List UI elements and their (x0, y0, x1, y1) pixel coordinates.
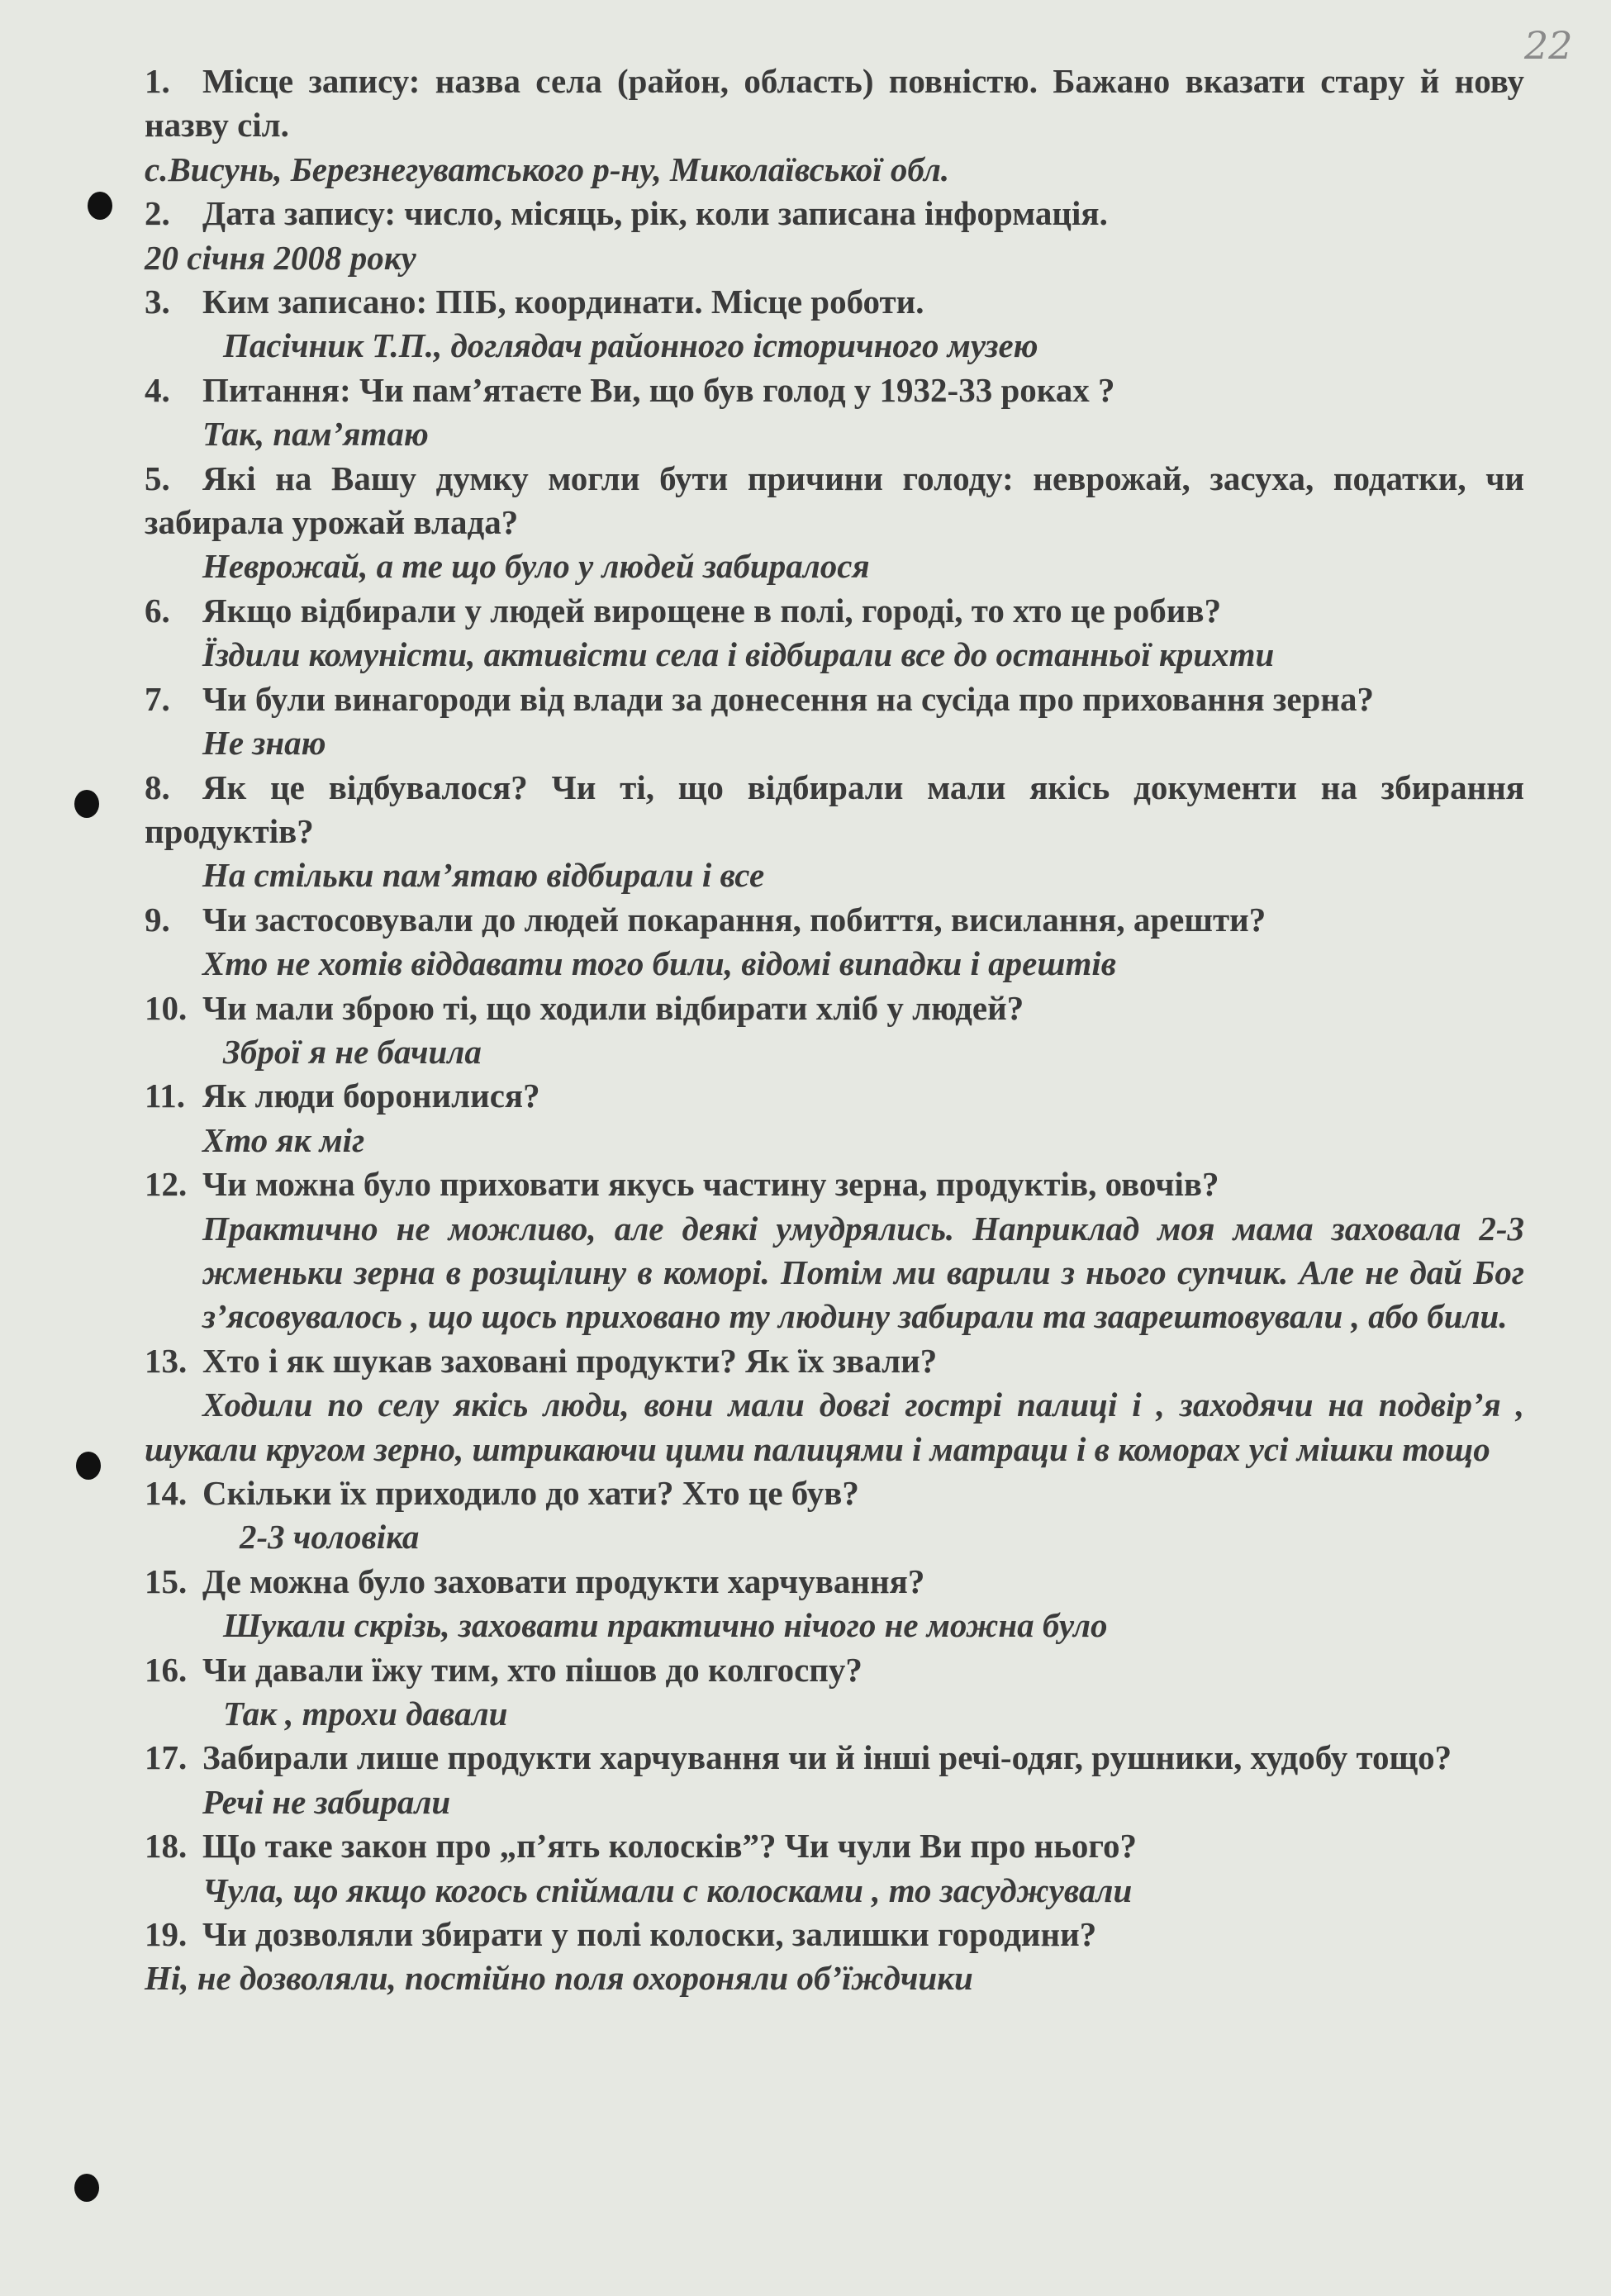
question-number: 6. (145, 591, 170, 630)
question-text: Хто і як шукав заховані продукти? Як їх звали? (202, 1341, 938, 1380)
question-item (145, 457, 1524, 589)
question-number: 19. (145, 1915, 188, 1954)
question-item (145, 677, 1524, 766)
question-item (145, 368, 1524, 457)
answer: Ні, не дозволяли, постійно поля охороняли об’їждчики (145, 1959, 973, 1998)
question-item (145, 589, 1524, 677)
question-text: Чи давали їжу тим, хто пішов до колгоспу? (202, 1650, 863, 1689)
question-item (145, 898, 1524, 986)
question (145, 1162, 1524, 1206)
answer: Зброї я не бачила (223, 1032, 482, 1071)
question-item (145, 1162, 1524, 1339)
question-number: 18. (145, 1827, 188, 1866)
answer: с.Висунь, Березнегуватського р-ну, Миколаївської обл. (145, 150, 950, 188)
question-item (145, 1471, 1524, 1560)
answer: Хто як міг (202, 1120, 365, 1159)
answer: Так , трохи давали (223, 1695, 508, 1733)
question-number: 10. (145, 988, 188, 1027)
question-number: 17. (145, 1738, 188, 1777)
questionnaire (145, 59, 1524, 2001)
question (145, 677, 1524, 721)
answer: Ходили по селу якісь люди, вони мали довгі гострі палиці і , заходячи на подвір’я , шукали кругом зерно, штрикаючи цими палицями і матраци і в коморах усі мішки тощо (145, 1386, 1524, 1468)
question-number: 3. (145, 283, 170, 321)
question (145, 589, 1524, 633)
question (145, 457, 1524, 545)
answer: Так, пам’ятаю (202, 415, 429, 454)
question-item (145, 1913, 1524, 2001)
question-text: Де можна було заховати продукти харчування? (202, 1562, 925, 1600)
answer: Чула, що якщо когось спіймали с колосками , то засуджували (202, 1871, 1133, 1909)
question-text: Забирали лише продукти харчування чи й інші речі-одяг, рушники, худобу тощо? (202, 1738, 1452, 1777)
question-item (145, 1824, 1524, 1913)
answer: 20 січня 2008 року (145, 238, 416, 277)
question (145, 192, 1524, 235)
question-number: 4. (145, 370, 170, 409)
question-text: Що таке закон про „п’ять колосків”? Чи чули Ви про нього? (202, 1827, 1137, 1866)
answer: Практично не можливо, але деякі умудрялись. Наприклад моя мама заховала 2-3 жменьки зерна в розщілину в коморі. Потім ми варили з нього супчик. Але не дай Бог з’ясовувалось , що щось приховано ту людину забирали та заарештовували , або били. (202, 1209, 1524, 1336)
punch-hole-icon (76, 1452, 101, 1480)
question-number: 5. (145, 459, 170, 497)
answer: 2-3 чоловіка (240, 1518, 420, 1557)
question-item (145, 1736, 1524, 1824)
question-number: 16. (145, 1650, 188, 1689)
question-number: 15. (145, 1562, 188, 1600)
answer: Неврожай, а те що було у людей забиралося (202, 547, 870, 586)
question-number: 7. (145, 679, 170, 718)
question-number: 9. (145, 900, 170, 939)
question-text: Місце запису: назва села (район, область) повністю. Бажано вказати стару й нову назву сіл. (145, 62, 1524, 145)
question-text: Чи застосовували до людей покарання, побиття, висилання, арешти? (202, 900, 1266, 939)
answer: Речі не забирали (202, 1782, 451, 1821)
answer: На стільки пам’ятаю відбирали і все (202, 856, 765, 895)
question-item (145, 1560, 1524, 1648)
question (145, 1074, 1524, 1118)
answer: Пасічник Т.П., доглядач районного історичного музею (223, 326, 1038, 365)
question (145, 898, 1524, 942)
question (145, 986, 1524, 1030)
question (145, 1339, 1524, 1383)
question-text: Якщо відбирали у людей вирощене в полі, городі, то хто це робив? (202, 591, 1222, 630)
question-number: 11. (145, 1077, 185, 1115)
question-text: Питання: Чи пам’ятаєте Ви, що був голод у 1932-33 роках ? (202, 370, 1115, 409)
question-item (145, 766, 1524, 898)
question-item (145, 1648, 1524, 1737)
question-item (145, 1074, 1524, 1162)
question-number: 13. (145, 1341, 188, 1380)
question-item (145, 986, 1524, 1075)
punch-hole-icon (74, 790, 99, 818)
question-item (145, 192, 1524, 280)
question-text: Скільки їх приходило до хати? Хто це був? (202, 1474, 859, 1512)
question-number: 2. (145, 194, 170, 233)
question (145, 766, 1524, 854)
question-text: Як люди боронилися? (202, 1077, 540, 1115)
question-item (145, 280, 1524, 368)
question-text: Дата запису: число, місяць, рік, коли записана інформація. (202, 194, 1108, 233)
question-text: Чи були винагороди від влади за донесення на сусіда про приховання зерна? (202, 679, 1374, 718)
question-number: 12. (145, 1165, 188, 1204)
question-number: 14. (145, 1474, 188, 1512)
question (145, 59, 1524, 148)
question-text: Які на Вашу думку могли бути причини голоду: неврожай, засуха, податки, чи забирала урожай влада? (145, 459, 1524, 542)
page-number: 22 (1524, 23, 1573, 68)
question-number: 1. (145, 62, 170, 100)
question (145, 280, 1524, 324)
question (145, 1913, 1524, 1956)
question (145, 1648, 1524, 1692)
question (145, 368, 1524, 412)
question-item (145, 59, 1524, 192)
question-text: Ким записано: ПІБ, координати. Місце роботи. (202, 283, 924, 321)
punch-hole-icon (74, 2174, 99, 2202)
question-item (145, 1339, 1524, 1471)
question (145, 1736, 1524, 1780)
answer: Хто не хотів віддавати того били, відомі випадки і арештів (202, 944, 1117, 983)
question-number: 8. (145, 768, 170, 806)
answer: Їздили комуністи, активісти села і відбирали все до останньої крихти (202, 635, 1275, 674)
question-text: Чи мали зброю ті, що ходили відбирати хліб у людей? (202, 988, 1024, 1027)
question (145, 1471, 1524, 1515)
question-text: Чи дозволяли збирати у полі колоски, залишки городини? (202, 1915, 1097, 1954)
question (145, 1560, 1524, 1604)
question-text: Чи можна було приховати якусь частину зерна, продуктів, овочів? (202, 1165, 1219, 1204)
question (145, 1824, 1524, 1868)
answer: Не знаю (202, 724, 326, 763)
punch-hole-icon (88, 192, 112, 220)
answer: Шукали скрізь, заховати практично нічого не можна було (223, 1606, 1108, 1645)
question-text: Як це відбувалося? Чи ті, що відбирали мали якісь документи на збирання продуктів? (145, 768, 1524, 850)
